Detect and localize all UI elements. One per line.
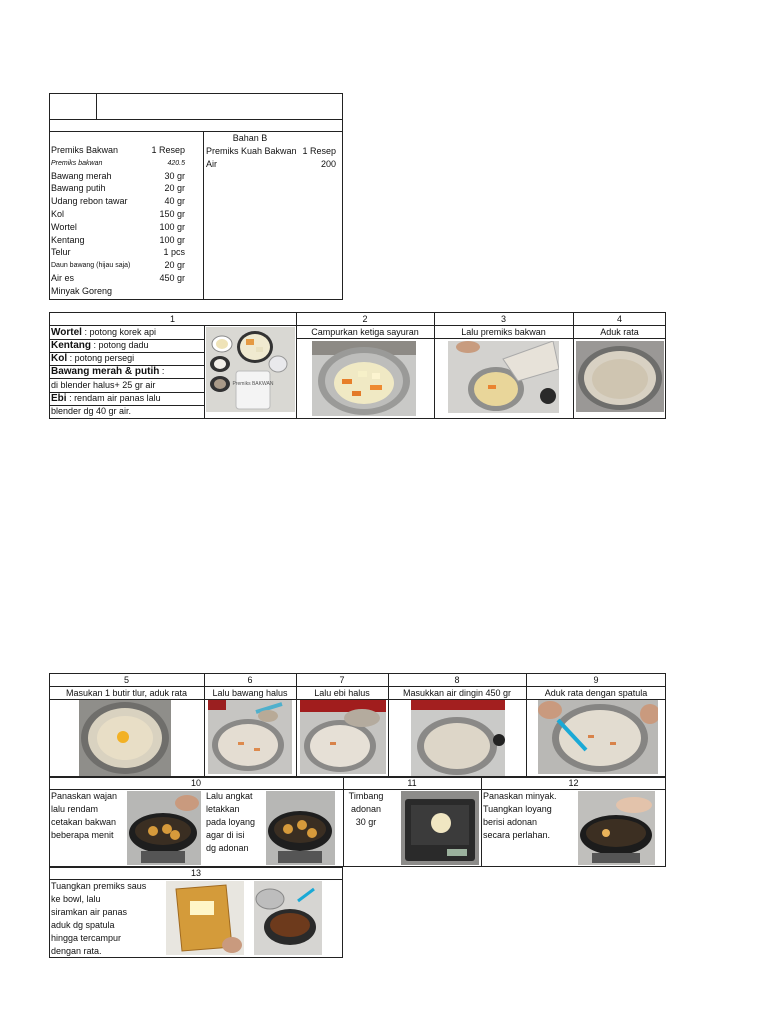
ingredient-qty: 1 Resep <box>151 145 185 155</box>
step-3-caption: Lalu premiks bakwan <box>461 327 546 337</box>
instruction-line: Panaskan wajan <box>51 791 118 801</box>
step-7-caption: Lalu ebi halus <box>314 688 370 698</box>
step-4-caption: Aduk rata <box>600 327 639 337</box>
step-number-12: 12 <box>568 778 579 788</box>
step-1-ingredient: Kol <box>51 353 68 364</box>
step-12-frying-photo <box>578 791 655 865</box>
ingredient-name: Telur <box>51 247 71 257</box>
bahan-b-header: Bahan B <box>232 133 268 143</box>
ingredient-name: Premiks bakwan <box>51 160 103 167</box>
ingredient-name: Bawang merah <box>51 171 112 181</box>
step-2-bowl-photo <box>312 341 416 416</box>
instruction-line: Lalu angkat <box>206 791 253 801</box>
step-1-line <box>51 392 161 405</box>
ingredient-name: Bawang putih <box>51 183 106 193</box>
ingredient-qty: 20 gr <box>164 260 185 270</box>
ingredient-name: Kentang <box>51 235 85 245</box>
step-1-line <box>51 405 131 417</box>
step-number-6: 6 <box>247 675 253 685</box>
ingredient-qty: 450 gr <box>159 273 185 283</box>
instruction-line: siramkan air panas <box>51 907 128 917</box>
step-number-5: 5 <box>123 675 129 685</box>
ingredient-qty: 30 gr <box>164 171 185 181</box>
bahan-b-name: Premiks Kuah Bakwan <box>206 146 297 156</box>
bahan-b-qty: 1 Resep <box>302 146 336 156</box>
step-1-instruction: di blender halus+ 25 gr air <box>51 380 156 390</box>
step-number-10: 10 <box>190 778 201 788</box>
step-number-9: 9 <box>593 675 599 685</box>
ingredient-name: Air es <box>51 273 75 283</box>
step-1-line <box>51 379 155 391</box>
table-rule <box>481 777 482 867</box>
instruction-line: ke bowl, lalu <box>51 894 101 904</box>
step-1-instruction: : potong persegi <box>67 353 135 363</box>
ingredient-name: Premiks Bakwan <box>51 145 119 155</box>
step-13-sauce-pack-photo <box>166 881 244 955</box>
step-13-bowl-photo <box>254 881 322 955</box>
step-9-caption: Aduk rata dengan spatula <box>544 688 648 698</box>
step-5-egg-photo <box>79 700 171 776</box>
step-3-premix-photo <box>448 341 559 413</box>
step-1-ingredient: Bawang merah & putih <box>51 366 160 377</box>
step-2-caption: Campurkan ketiga sayuran <box>311 327 419 337</box>
bahan-b-qty: 200 <box>320 159 336 169</box>
instruction-line: adonan <box>350 804 382 814</box>
step-number-8: 8 <box>454 675 460 685</box>
ingredient-qty: 150 gr <box>159 209 185 219</box>
instruction-line: dengan rata. <box>51 946 102 956</box>
step-1-line <box>51 365 164 378</box>
ingredient-qty: 420.5 <box>167 160 185 167</box>
instruction-line: cetakan bakwan <box>51 817 117 827</box>
step-1-ingredients-photo <box>206 327 295 412</box>
step-1-line <box>51 339 149 352</box>
table-rule <box>49 131 343 132</box>
table-rule <box>204 325 205 419</box>
step-1-ingredient: Wortel <box>51 327 82 338</box>
ingredient-qty: 40 gr <box>164 196 185 206</box>
step-7-shrimp-photo <box>300 700 386 774</box>
instruction-line: dg adonan <box>206 843 249 853</box>
step-1-instruction: : rendam air panas lalu <box>66 393 161 403</box>
instruction-line: lalu rendam <box>51 804 99 814</box>
step-number-1: 1 <box>169 314 175 324</box>
ingredient-qty: 100 gr <box>159 235 185 245</box>
ingredient-name: Udang rebon tawar <box>51 196 128 206</box>
step-1-ingredient: Ebi <box>51 393 67 404</box>
step-6-caption: Lalu bawang halus <box>212 688 288 698</box>
step-1-instruction: : potong dadu <box>91 340 149 350</box>
instruction-line: secara perlahan. <box>483 830 551 840</box>
ingredient-qty: 100 gr <box>159 222 185 232</box>
instruction-line: hingga tercampur <box>51 933 122 943</box>
step-number-3: 3 <box>500 314 506 324</box>
instruction-line: aduk dg spatula <box>51 920 115 930</box>
instruction-line: Panaskan minyak. <box>483 791 557 801</box>
instruction-line: 30 gr <box>355 817 377 827</box>
package-label: Premiks BAKWAN <box>232 381 274 387</box>
ingredient-name: Wortel <box>51 222 77 232</box>
step-10-wok-photo <box>127 791 201 865</box>
ingredient-qty: 20 gr <box>164 183 185 193</box>
step-8-caption: Masukkan air dingin 450 gr <box>402 688 512 698</box>
ingredient-name: Daun bawang (hijau saja) <box>51 262 131 269</box>
step-8-water-photo <box>411 700 505 776</box>
step-10-mold-photo <box>266 791 335 865</box>
bahan-b-name: Air <box>206 159 217 169</box>
step-number-2: 2 <box>362 314 368 324</box>
step-1-line <box>51 352 134 365</box>
step-number-7: 7 <box>339 675 345 685</box>
table-rule <box>96 93 97 119</box>
instruction-line: Timbang <box>348 791 384 801</box>
table-rule <box>296 338 666 339</box>
step-number-13: 13 <box>190 868 201 878</box>
table-rule <box>203 131 204 300</box>
ingredient-name: Kol <box>51 209 65 219</box>
step-1-ingredient: Kentang <box>51 340 91 351</box>
step-1-instruction: : <box>159 366 165 376</box>
step-5-caption: Masukan 1 butir tlur, aduk rata <box>65 688 188 698</box>
instruction-line: beberapa menit <box>51 830 114 840</box>
instruction-line: pada loyang <box>206 817 256 827</box>
step-1-line <box>51 326 156 339</box>
step-4-mixed-photo <box>576 341 664 412</box>
step-1-instruction: : potong korek api <box>81 327 156 337</box>
instruction-line: letakkan <box>206 804 240 814</box>
ingredient-qty: 1 pcs <box>163 247 185 257</box>
table-rule <box>49 119 343 120</box>
instruction-line: Tuangkan premiks saus <box>51 881 147 891</box>
step-9-spatula-photo <box>538 700 658 774</box>
step-6-onion-photo <box>208 700 292 774</box>
instruction-line: agar di isi <box>206 830 245 840</box>
step-11-scale-photo <box>401 791 479 865</box>
instruction-line: berisi adonan <box>483 817 538 827</box>
ingredient-name: Minyak Goreng <box>51 286 113 296</box>
step-number-11: 11 <box>407 778 417 788</box>
step-number-4: 4 <box>616 314 622 324</box>
step-1-instruction: blender dg 40 gr air. <box>51 406 132 416</box>
instruction-line: Tuangkan loyang <box>483 804 552 814</box>
